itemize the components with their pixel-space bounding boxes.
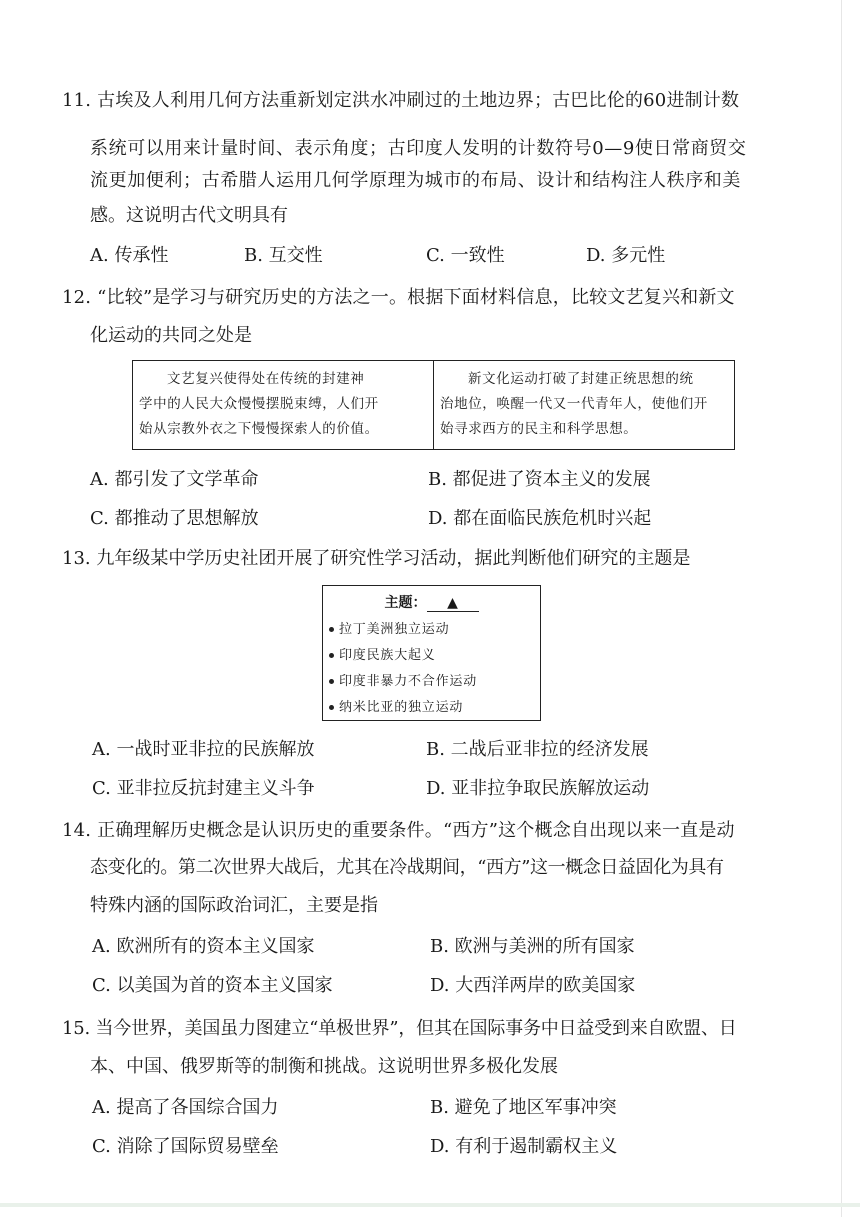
q12-renaissance-cell bbox=[133, 361, 434, 450]
q12-material-table bbox=[132, 360, 735, 450]
q11-stem-line-4: 感。这说明古代文明具有 bbox=[90, 205, 288, 226]
q13-box-item bbox=[329, 670, 477, 689]
q12-left-line-2: 学中的人民大众慢慢摆脱束缚，人们开 bbox=[139, 396, 379, 412]
q11-stem-line-2: 系统可以用来计量时间、表示角度；古印度人发明的计数符号0—9使日常商贸交 bbox=[90, 138, 747, 159]
bullet-icon bbox=[329, 705, 334, 710]
q13-option-c[interactable]: C. 亚非拉反抗封建主义斗争 bbox=[92, 778, 315, 799]
q13-option-d[interactable]: D. 亚非拉争取民族解放运动 bbox=[426, 778, 650, 799]
q11-stem-line-3: 流更加便利；古希腊人运用几何学原理为城市的布局、设计和结构注人秩序和美 bbox=[90, 170, 741, 191]
q13-box-item bbox=[329, 618, 449, 637]
q11-option-c[interactable]: C. 一致性 bbox=[426, 245, 505, 266]
q12-new-culture-cell bbox=[434, 361, 735, 450]
q13-option-a[interactable]: A. 一战时亚非拉的民族解放 bbox=[92, 739, 315, 760]
bullet-icon bbox=[329, 653, 334, 658]
q15-option-a[interactable]: A. 提高了各国综合国力 bbox=[92, 1097, 279, 1118]
q13-box-heading bbox=[323, 592, 540, 612]
q14-stem-line-3: 特殊内涵的国际政治词汇，主要是指 bbox=[90, 895, 378, 916]
q15-option-c[interactable]: C. 消除了国际贸易壁垒 bbox=[92, 1136, 279, 1157]
q13-box-item-text: 印度非暴力不合作运动 bbox=[339, 674, 478, 689]
q15-stem-line-1: 15. 当今世界，美国虽力图建立“单极世界”，但其在国际事务中日益受到来自欧盟、日 bbox=[62, 1018, 737, 1039]
q14-option-b[interactable]: B. 欧洲与美洲的所有国家 bbox=[430, 936, 635, 957]
q14-option-d[interactable]: D. 大西洋两岸的欧美国家 bbox=[430, 975, 636, 996]
q13-theme-box bbox=[322, 585, 541, 721]
page-bottom-band bbox=[0, 1203, 860, 1207]
bullet-icon bbox=[329, 679, 334, 684]
q13-box-blank: ▲ bbox=[427, 595, 479, 612]
q13-box-item-text: 纳米比亚的独立运动 bbox=[339, 700, 464, 715]
q11-option-a[interactable]: A. 传承性 bbox=[90, 245, 169, 266]
q12-option-c[interactable]: C. 都推动了思想解放 bbox=[90, 508, 259, 529]
q11-stem-line-1: 11. 古埃及人利用几何方法重新划定洪水冲刷过的土地边界；古巴比伦的60进制计数 bbox=[62, 90, 740, 111]
bullet-icon bbox=[329, 627, 334, 632]
q12-right-line-2: 治地位，唤醒一代又一代青年人，使他们开 bbox=[440, 396, 708, 412]
q13-box-head-label: 主题： bbox=[384, 595, 427, 611]
q12-option-b[interactable]: B. 都促进了资本主义的发展 bbox=[428, 469, 651, 490]
q12-right-line-3: 始寻求西方的民主和科学思想。 bbox=[440, 421, 638, 437]
q12-stem-line-2: 化运动的共同之处是 bbox=[90, 325, 252, 346]
q13-box-item bbox=[329, 696, 463, 715]
q13-box-item-text: 拉丁美洲独立运动 bbox=[339, 622, 450, 637]
q14-option-a[interactable]: A. 欧洲所有的资本主义国家 bbox=[92, 936, 315, 957]
q14-stem-line-2: 态变化的。第二次世界大战后，尤其在冷战期间，“西方”这一概念日益固化为具有 bbox=[90, 857, 724, 878]
q13-box-item-text: 印度民族大起义 bbox=[339, 648, 436, 663]
q13-stem-line-1: 13. 九年级某中学历史社团开展了研究性学习活动，据此判断他们研究的主题是 bbox=[62, 548, 691, 569]
q14-stem-line-1: 14. 正确理解历史概念是认识历史的重要条件。“西方”这个概念自出现以来一直是动 bbox=[62, 820, 735, 841]
q15-option-d[interactable]: D. 有利于遏制霸权主义 bbox=[430, 1136, 618, 1157]
q12-stem-line-1: 12. “比较”是学习与研究历史的方法之一。根据下面材料信息，比较文艺复兴和新文 bbox=[62, 287, 735, 308]
q13-box-item bbox=[329, 644, 436, 663]
q12-left-line-1: 文艺复兴使得处在传统的封建神 bbox=[167, 371, 365, 387]
page-edge-line bbox=[841, 0, 842, 1217]
q13-option-b[interactable]: B. 二战后亚非拉的经济发展 bbox=[426, 739, 649, 760]
q12-left-line-3: 始从宗教外衣之下慢慢探索人的价值。 bbox=[139, 421, 379, 437]
q15-stem-line-2: 本、中国、俄罗斯等的制衡和挑战。这说明世界多极化发展 bbox=[90, 1056, 558, 1077]
q12-right-line-1: 新文化运动打破了封建正统思想的统 bbox=[468, 371, 694, 387]
q14-option-c[interactable]: C. 以美国为首的资本主义国家 bbox=[92, 975, 333, 996]
q11-option-d[interactable]: D. 多元性 bbox=[586, 245, 666, 266]
q15-option-b[interactable]: B. 避免了地区军事冲突 bbox=[430, 1097, 617, 1118]
q12-option-a[interactable]: A. 都引发了文学革命 bbox=[90, 469, 259, 490]
q12-option-d[interactable]: D. 都在面临民族危机时兴起 bbox=[428, 508, 652, 529]
q11-option-b[interactable]: B. 互交性 bbox=[244, 245, 323, 266]
